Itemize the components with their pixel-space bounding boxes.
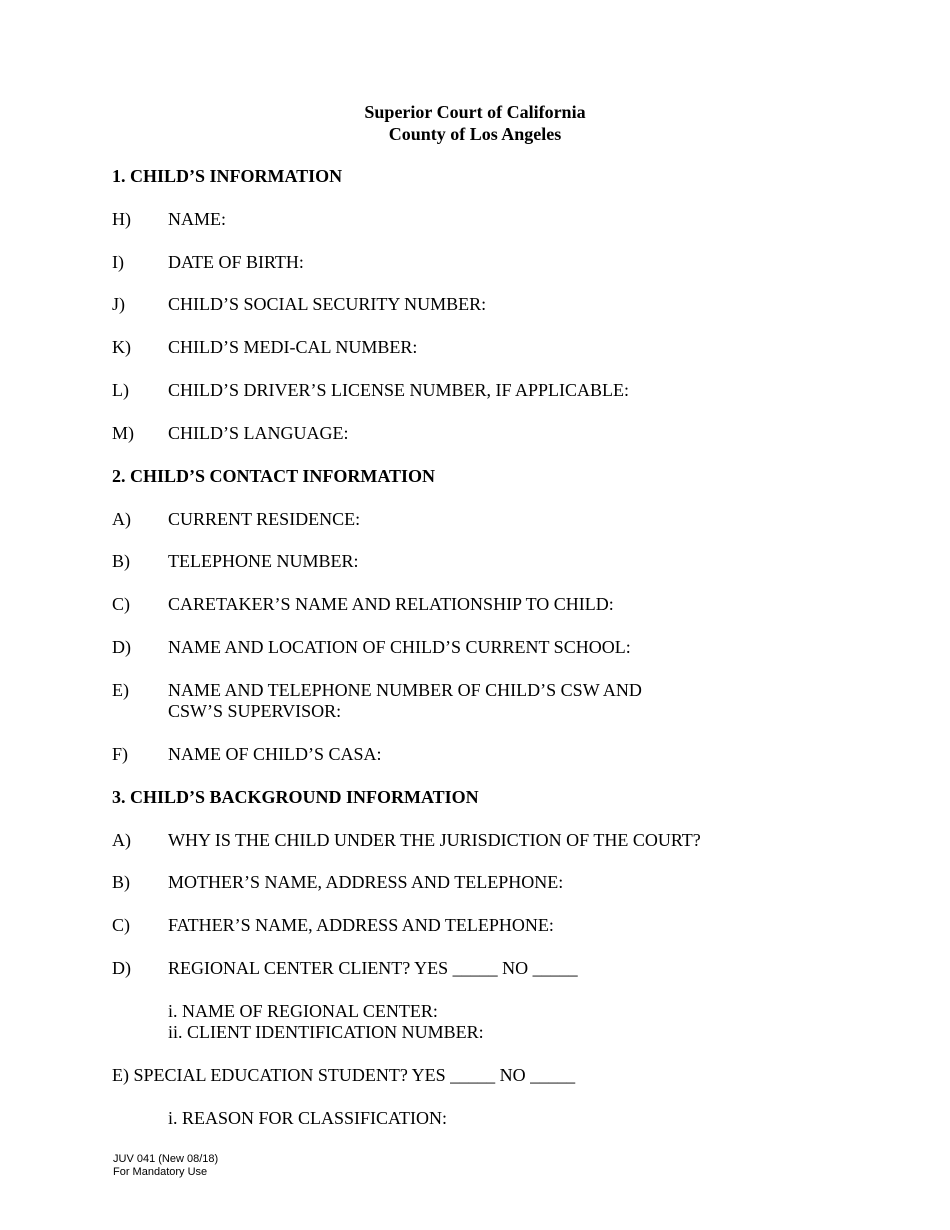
item-letter: D) xyxy=(112,637,131,657)
item-letter: K) xyxy=(112,337,131,357)
item-letter: C) xyxy=(112,915,130,935)
form-number: JUV 041 (New 08/18) xyxy=(113,1153,219,1165)
item-label: DATE OF BIRTH: xyxy=(168,252,304,272)
form-footer xyxy=(113,1153,218,1179)
item-label: CHILD’S LANGUAGE: xyxy=(168,423,349,443)
section-1-title: 1. CHILD’S INFORMATION xyxy=(112,166,343,186)
item-label: REGIONAL CENTER CLIENT? YES _____ NO _____ xyxy=(168,958,578,978)
form-header xyxy=(0,101,950,145)
county-name: County of Los Angeles xyxy=(388,124,562,144)
field-special-education: E) SPECIAL EDUCATION STUDENT? YES _____ NO _____ xyxy=(112,1065,576,1085)
field-regional-center-name: i. NAME OF REGIONAL CENTER: xyxy=(168,1001,438,1021)
item-label: CURRENT RESIDENCE: xyxy=(168,509,361,529)
item-letter: L) xyxy=(112,380,129,400)
form-usage: For Mandatory Use xyxy=(113,1166,208,1178)
field-reason-classification: i. REASON FOR CLASSIFICATION: xyxy=(168,1108,448,1128)
item-letter: F) xyxy=(112,744,129,764)
item-label: NAME OF CHILD’S CASA: xyxy=(168,744,382,764)
item-letter: J) xyxy=(112,294,125,314)
section-2-title: 2. CHILD’S CONTACT INFORMATION xyxy=(112,466,436,486)
item-label: MOTHER’S NAME, ADDRESS AND TELEPHONE: xyxy=(168,872,564,892)
field-csw-continued: CSW’S SUPERVISOR: xyxy=(168,701,342,721)
item-label: CARETAKER’S NAME AND RELATIONSHIP TO CHILD: xyxy=(168,594,614,614)
item-letter: D) xyxy=(112,958,131,978)
item-label: CHILD’S SOCIAL SECURITY NUMBER: xyxy=(168,294,487,314)
item-letter: M) xyxy=(112,423,134,443)
item-letter: I) xyxy=(112,252,124,272)
item-label: TELEPHONE NUMBER: xyxy=(168,551,359,571)
item-letter: H) xyxy=(112,209,131,229)
item-letter: E) xyxy=(112,680,129,700)
section-3-title: 3. CHILD’S BACKGROUND INFORMATION xyxy=(112,787,479,807)
item-label: NAME: xyxy=(168,209,226,229)
item-letter: A) xyxy=(112,830,131,850)
court-name: Superior Court of California xyxy=(364,102,586,122)
item-label: NAME AND LOCATION OF CHILD’S CURRENT SCHOOL: xyxy=(168,637,631,657)
item-label: FATHER’S NAME, ADDRESS AND TELEPHONE: xyxy=(168,915,554,935)
item-letter: B) xyxy=(112,551,130,571)
item-label: CHILD’S MEDI-CAL NUMBER: xyxy=(168,337,418,357)
item-letter: C) xyxy=(112,594,130,614)
item-label: CHILD’S DRIVER’S LICENSE NUMBER, IF APPLICABLE: xyxy=(168,380,630,400)
item-label: NAME AND TELEPHONE NUMBER OF CHILD’S CSW AND xyxy=(168,680,642,700)
field-client-id: ii. CLIENT IDENTIFICATION NUMBER: xyxy=(168,1022,484,1042)
item-label: WHY IS THE CHILD UNDER THE JURISDICTION OF THE COURT? xyxy=(168,830,701,850)
item-letter: B) xyxy=(112,872,130,892)
item-letter: A) xyxy=(112,509,131,529)
